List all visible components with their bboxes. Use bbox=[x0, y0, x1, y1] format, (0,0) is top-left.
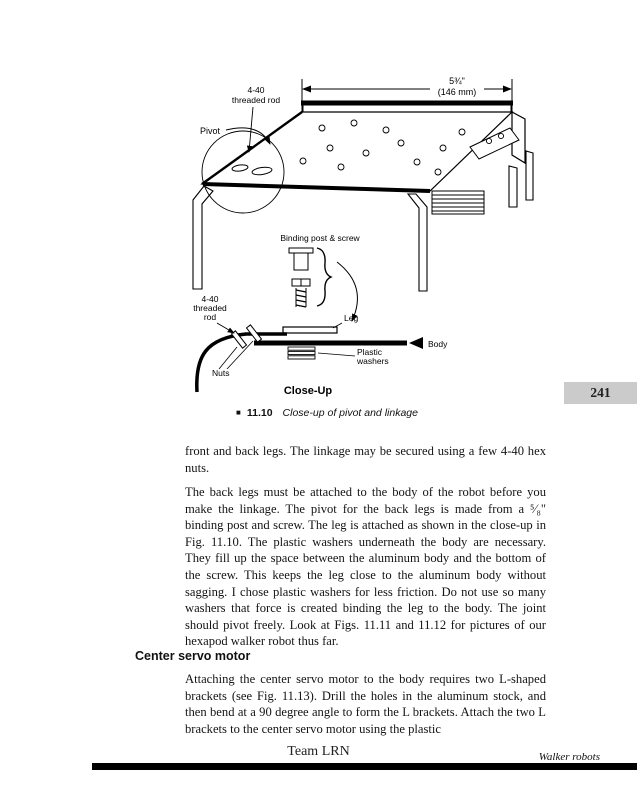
rod-closeup-label-line1: 4-40 bbox=[201, 294, 219, 304]
rod-top-label-line2: threaded rod bbox=[231, 95, 281, 105]
dimension-mm-label: (146 mm) bbox=[437, 87, 477, 97]
washers-label-line1: Plastic bbox=[357, 347, 383, 357]
paragraph-3: Attaching the center servo motor to the body requires two L-shaped brackets (see Fig. 11.13). Drill the holes in the aluminum stock, and then bend at a 90 degree angle to form the L brackets. Attach the two L brackets to the center servo motor using the plastic bbox=[185, 672, 546, 736]
rear-leg-2 bbox=[526, 151, 533, 200]
body-label: Body bbox=[428, 339, 448, 349]
figure-caption-number: 11.10 bbox=[246, 407, 273, 419]
paragraph-1: front and back legs. The linkage may be secured using a few 4-40 hex nuts. bbox=[185, 444, 546, 475]
section-heading-center-servo-motor: Center servo motor bbox=[135, 649, 251, 663]
brace-glyph bbox=[317, 248, 331, 306]
dimension-inches-label: 5¾" bbox=[449, 76, 465, 86]
body-arrow bbox=[409, 337, 423, 349]
washers-label-line2: washers bbox=[357, 356, 389, 366]
rear-leg bbox=[509, 166, 517, 207]
rod-closeup-label-line3: rod bbox=[203, 312, 217, 322]
stacked-plates bbox=[432, 191, 484, 214]
pivot-label: Pivot bbox=[200, 126, 221, 136]
binding-post-label: Binding post & screw bbox=[280, 233, 360, 243]
binding-post bbox=[289, 248, 313, 270]
figure-caption bbox=[236, 407, 418, 419]
page-number: 241 bbox=[590, 385, 611, 400]
closeup-diagram bbox=[193, 233, 448, 397]
leg-plate bbox=[283, 327, 337, 333]
front-right-leg bbox=[408, 194, 427, 291]
nuts-label: Nuts bbox=[212, 368, 230, 378]
plastic-washers bbox=[288, 347, 315, 359]
figure-caption-text: Close-up of pivot and linkage bbox=[282, 407, 418, 419]
caption-square-bullet: ■ bbox=[236, 408, 241, 417]
threaded-rod-top-label bbox=[232, 85, 280, 105]
front-left-leg bbox=[193, 186, 213, 289]
footer-rule-bar bbox=[92, 763, 637, 770]
rod-top-label-line1: 4-40 bbox=[247, 85, 265, 95]
paragraph-2: The back legs must be attached to the body of the robot before you make the linkage. The pivot for the back legs is made from a ⁵⁄₈" binding post and screw. The leg is attached as shown in the close-up in Fig. 11.10. The plastic washers underneath the body are necessary. They fill up the space between the aluminum body and the bottom of the screw. This keeps the leg close to the aluminum body without sagging. I chose plastic washers for less friction. Do not use so many washers that force is created binding the leg to the body. The joint should pivot freely. Look at Figs. 11.11 and 11.12 for pictures of our hexapod walker robot thus far. bbox=[185, 485, 546, 649]
screw bbox=[292, 279, 310, 307]
footer-running-title: Walker robots bbox=[538, 751, 600, 763]
rod-closeup-label-line2: threaded bbox=[193, 303, 227, 313]
leg-label: Leg bbox=[344, 313, 359, 323]
footer-team-lrn: Team LRN bbox=[287, 744, 350, 759]
closeup-title: Close-Up bbox=[283, 385, 333, 397]
page-number-tab bbox=[564, 382, 637, 404]
figure-pivot-linkage-drawing bbox=[90, 60, 637, 410]
